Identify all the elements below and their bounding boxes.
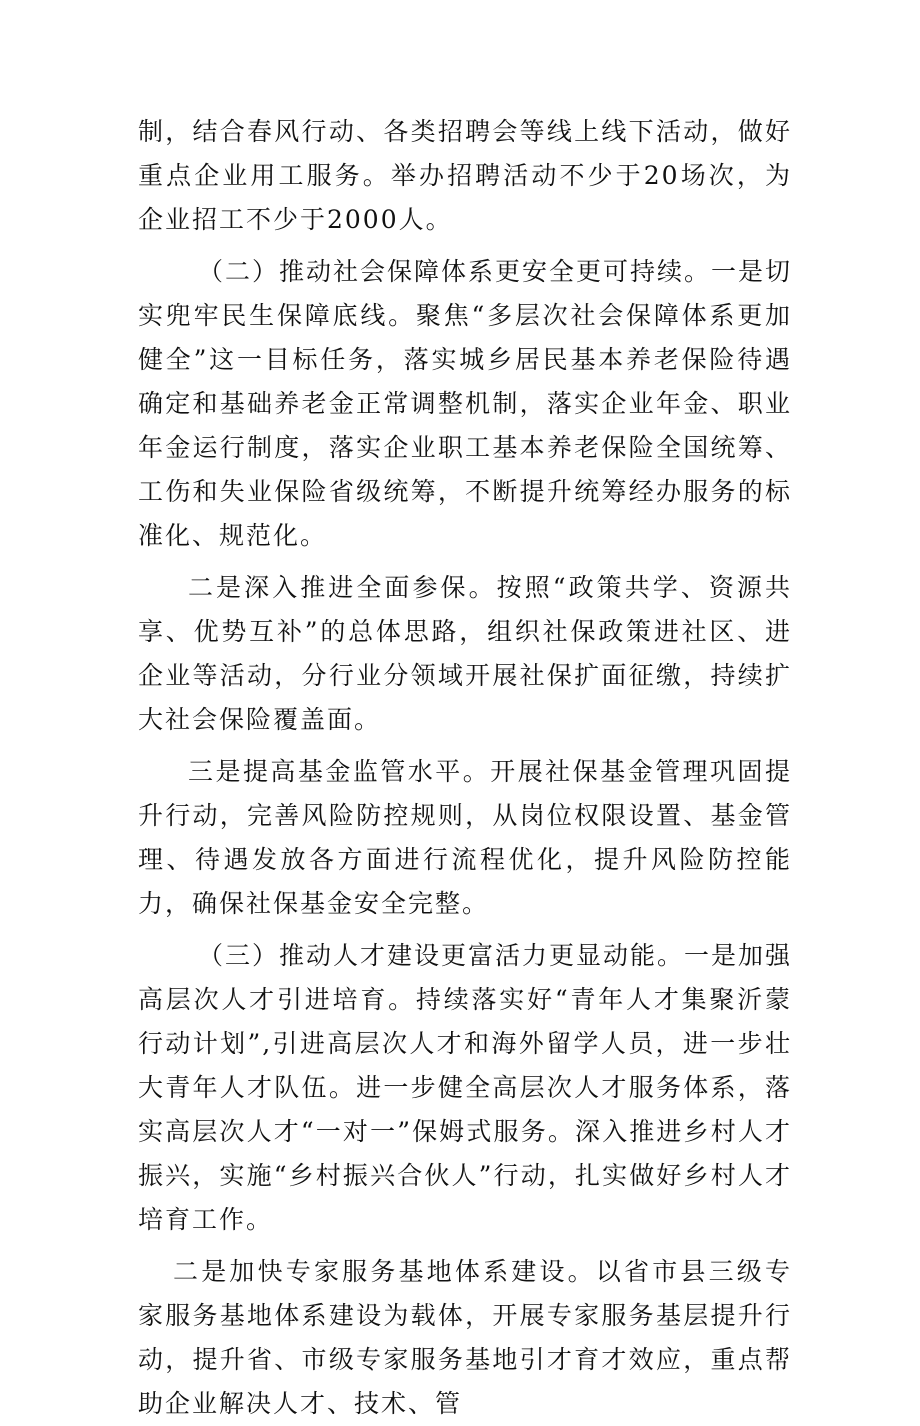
paragraph-talent-development: （三）推动人才建设更富活力更显动能。一是加强高层次人才引进培育。持续落实好“青年人才集聚沂蒙行动计划”,引进高层次人才和海外留学人员，进一步壮大青年人才队伍。进一步健全高层次人才服务体系，落实高层次人才“一对一”保姆式服务。深入推进乡村人才振兴，实施“乡村振兴合伙人”行动，扎实做好乡村人才培育工作。 bbox=[138, 941, 793, 1234]
paragraph-full-coverage: 二是深入推进全面参保。按照“政策共学、资源共享、优势互补”的总体思路，组织社保政策进社区、进企业等活动，分行业分领域开展社保扩面征缴，持续扩大社会保险覆盖面。 bbox=[138, 573, 792, 734]
paragraph-fund-supervision: 三是提高基金监管水平。开展社保基金管理巩固提升行动，完善风险防控规则，从岗位权限设置、基金管理、待遇发放各方面进行流程优化，提升风险防控能力，确保社保基金安全完整。 bbox=[138, 757, 792, 918]
paragraph-social-security: （二）推动社会保障体系更安全更可持续。一是切实兜牢民生保障底线。聚焦“多层次社会保障体系更加健全”这一目标任务，落实城乡居民基本养老保险待遇确定和基础养老金正常调整机制，落实企业年金、职业年金运行制度，落实企业职工基本养老保险全国统筹、工伤和失业保险省级统筹，不断提升统筹经办服务的标准化、规范化。 bbox=[138, 257, 793, 550]
paragraph-employment-service: 制，结合春风行动、各类招聘会等线上线下活动，做好重点企业用工服务。举办招聘活动不少于20场次，为企业招工不少于2000人。 bbox=[138, 117, 792, 234]
paragraph-expert-service-base: 二是加快专家服务基地体系建设。以省市县三级专家服务基地体系建设为载体，开展专家服务基层提升行动，提升省、市级专家服务基地引才育才效应，重点帮助企业解决人才、技术、管 bbox=[138, 1257, 792, 1418]
document-body bbox=[138, 110, 792, 1426]
